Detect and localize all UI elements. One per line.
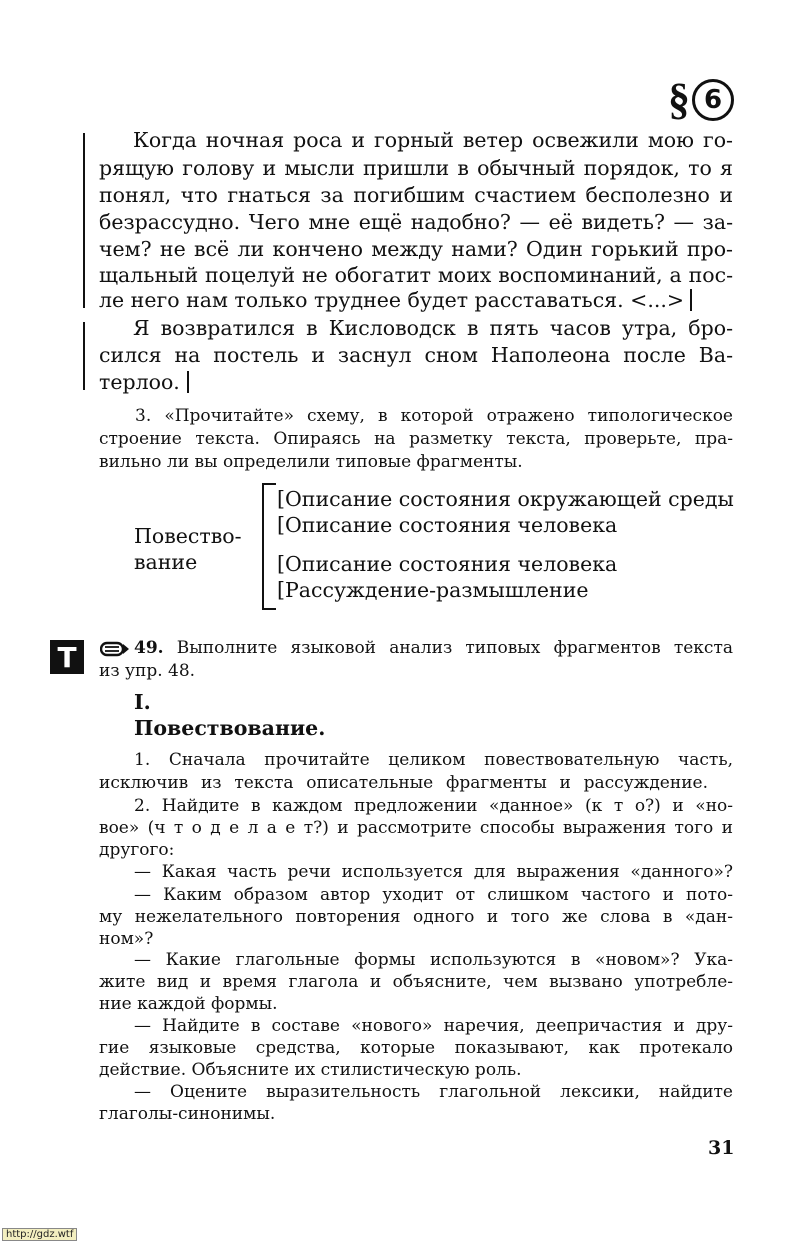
section-mark [668, 74, 734, 125]
exercise-line: другого: [99, 840, 175, 860]
excerpt-line: ле него нам только труднее будет расставаться. <...> [99, 288, 685, 312]
excerpt-line: рящую голову и мысли пришли в обычный порядок, то я [99, 156, 733, 180]
page-number: 31 [708, 1137, 735, 1159]
part-heading: Повествование. [134, 716, 326, 740]
site-link[interactable]: http://gdz.wtf [2, 1228, 77, 1241]
exercise-line: — Каким образом автор уходит от слишком частого и пото- [134, 885, 733, 905]
scheme-bracket-top [262, 483, 276, 485]
excerpt-line: сился на постель и заснул сном Наполеона после Ва- [99, 343, 733, 367]
exercise-line: глаголы-синонимы. [99, 1104, 276, 1124]
exercise-line: действие. Объясните их стилистическую роль. [99, 1060, 522, 1080]
fragment-end-marker [690, 289, 692, 311]
exercise-line: — Какие глагольные формы используются в «новом»? Ука- [134, 950, 733, 970]
scheme-item: [Рассуждение-размышление [277, 578, 589, 602]
section-sign: § [668, 75, 690, 124]
scheme-label: вание [134, 550, 198, 574]
scheme-bracket [262, 483, 264, 610]
exercise-line: ном»? [99, 929, 154, 949]
scheme-label: Повество- [134, 524, 242, 548]
exercise-intro [134, 638, 733, 658]
excerpt-line: Когда ночная роса и горный ветер освежили мою го- [133, 128, 733, 152]
exercise-line: жите вид и время глагола и объясните, чем вызвано употребле- [99, 972, 733, 992]
excerpt-line: Я возвратился в Кисловодск в пять часов утра, бро- [133, 316, 733, 340]
part-number: I. [134, 690, 151, 714]
exercise-number: 49. [134, 638, 164, 658]
scheme-item: [Описание состояния человека [277, 513, 618, 537]
fragment-marker-bar [83, 133, 85, 308]
theory-badge-icon: Т [50, 640, 84, 674]
exercise-line: 2. Найдите в каждом предложении «данное» (к т о?) и «но- [134, 796, 733, 816]
excerpt-line: понял, что гнаться за погибшим счастием бесполезно и [99, 183, 733, 207]
exercise-line: гие языковые средства, которые показывают, как протекало [99, 1038, 733, 1058]
exercise-intro-line: из упр. 48. [99, 661, 196, 681]
exercise-line: — Найдите в составе «нового» наречия, деепричастия и дру- [134, 1016, 733, 1036]
excerpt-line: чем? не всё ли кончено между нами? Один горький про- [99, 237, 733, 261]
task3-line: 3. «Прочитайте» схему, в которой отражено типологическое [135, 406, 733, 426]
scheme-item: [Описание состояния окружающей среды [277, 487, 734, 511]
fragment-marker-bar [83, 322, 85, 390]
scheme-item: [Описание состояния человека [277, 552, 618, 576]
excerpt-line: щальный поцелуй не обогатит моих воспоминаний, а пос- [99, 263, 733, 287]
excerpt-line: безрассудно. Чего мне ещё надобно? — её видеть? — за- [99, 210, 733, 234]
pen-icon [100, 640, 130, 658]
exercise-line: ние каждой формы. [99, 994, 278, 1014]
scheme-bracket-bottom [262, 608, 276, 610]
section-number: 6 [692, 79, 734, 121]
exercise-intro-text: Выполните языковой анализ типовых фрагментов текста [176, 638, 733, 658]
task3-line: вильно ли вы определили типовые фрагменты. [99, 452, 523, 472]
exercise-line: му нежелательного повторения одного и того же слова в «дан- [99, 907, 733, 927]
exercise-line: исключив из текста описательные фрагменты и рассуждение. [99, 773, 708, 793]
exercise-line: — Оцените выразительность глагольной лексики, найдите [134, 1082, 733, 1102]
exercise-line: 1. Сначала прочитайте целиком повествовательную часть, [134, 750, 733, 770]
task3-line: строение текста. Опираясь на разметку текста, проверьте, пра- [99, 429, 733, 449]
exercise-line: — Какая часть речи используется для выражения «данного»? [134, 862, 733, 882]
excerpt-line: терлоо. [99, 370, 180, 394]
exercise-line: вое» (ч т о д е л а е т?) и рассмотрите способы выражения того и [99, 818, 733, 838]
fragment-end-marker [187, 371, 189, 393]
